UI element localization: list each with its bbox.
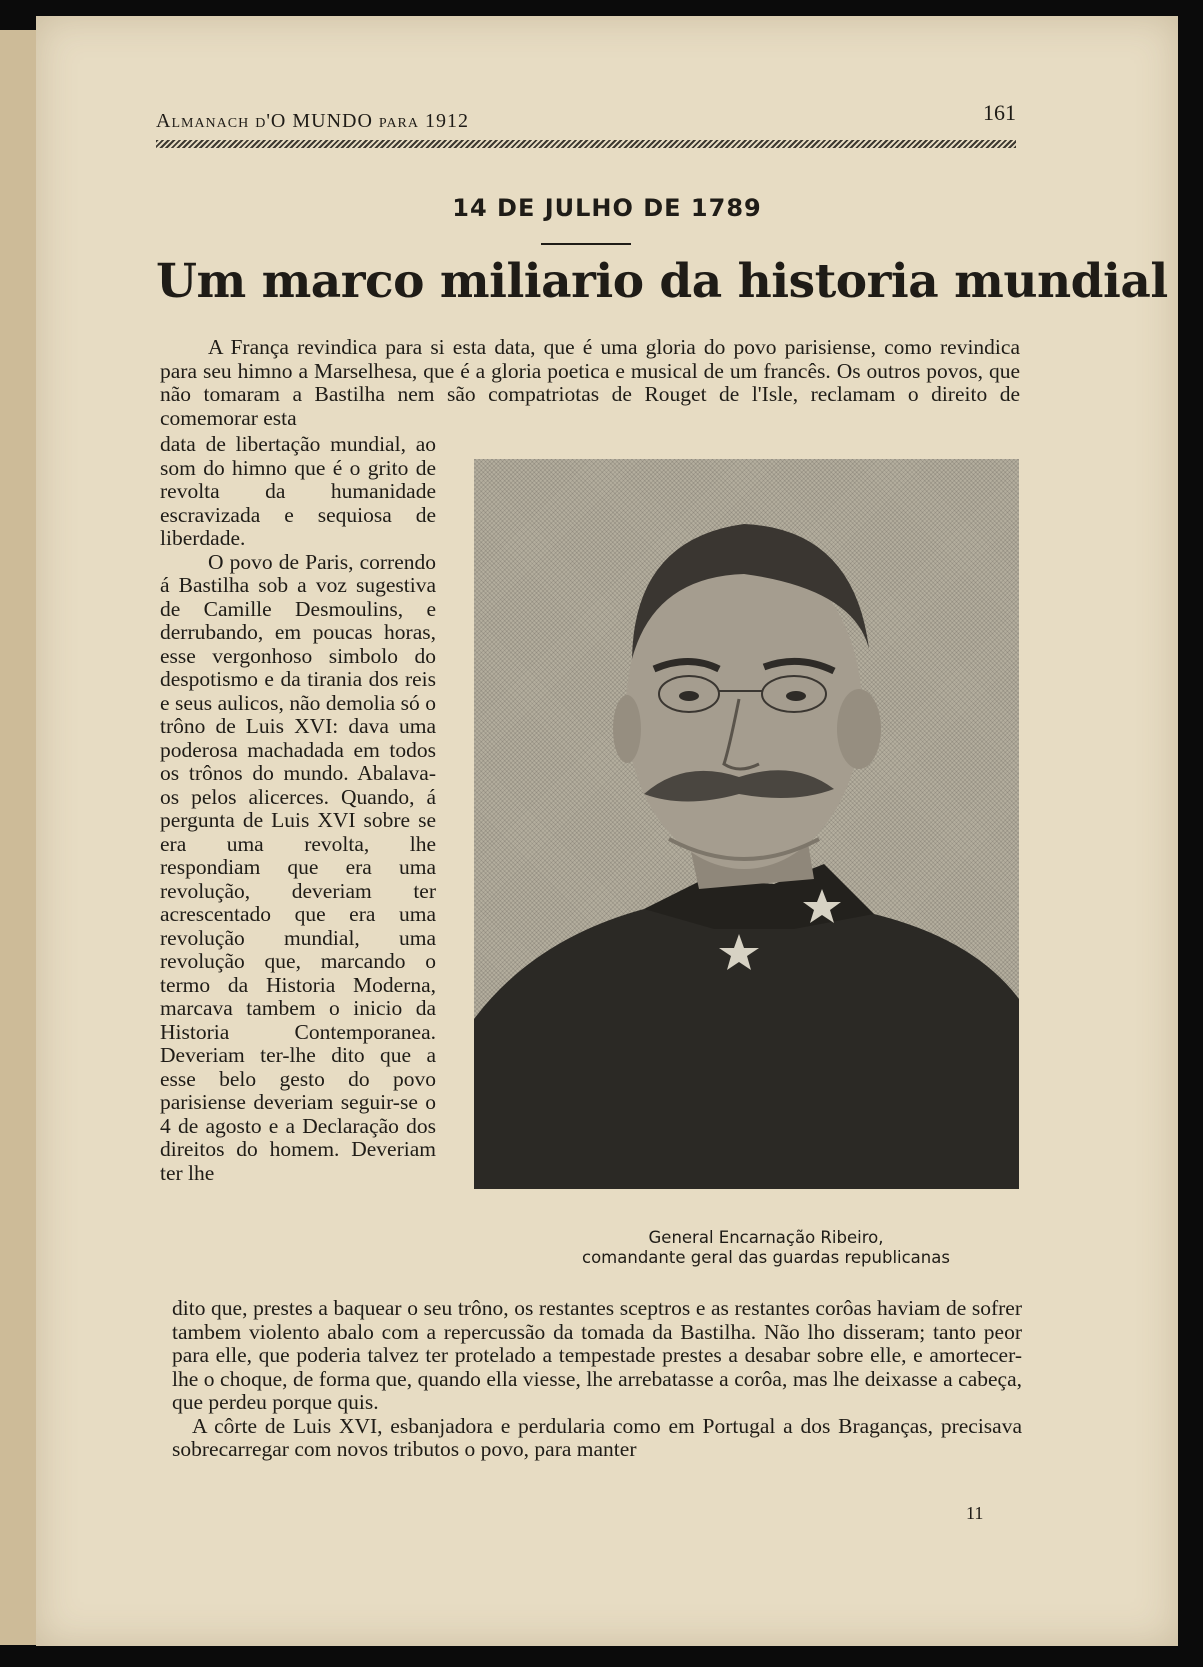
page-number: 161: [983, 100, 1016, 125]
bottom-paragraph-2: A côrte de Luis XVI, esbanjadora e perdularia como em Portugal a dos Braganças, precisava sobrecarregar com novos tributos o povo, para manter: [172, 1413, 1022, 1461]
column-paragraph-2: O povo de Paris, correndo á Bastilha sob a voz sugestiva de Camille Desmoulins, e derrubando, em poucas horas, esse vergonhoso simbolo do despotismo e da tirania dos reis e seus aulicos, não demolia só o trôno de Luis XVI: dava uma poderosa machadada em todos os trônos do mundo. Abalava-os pelos alicerces. Quando, á pergunta de Luis XVI sobre se era uma revolta, lhe respondiam que era uma revolução, deveriam ter acrescentado que era uma revolução mundial, uma revolução que, marcando o termo da Historia Moderna, marcava tambem o inicio da Historia Contemporanea. Deveriam ter-lhe dito que a esse belo gesto do povo parisiense deveriam seguir-se o 4 de agosto e a Declaração dos direitos do homem. Deveriam ter lhe: [160, 549, 436, 1185]
photo-caption: [546, 1228, 986, 1268]
bottom-text: [172, 1297, 1022, 1462]
book-page: [36, 16, 1178, 1646]
previous-page-edge: [0, 30, 41, 1645]
bottom-paragraph-1: dito que, prestes a baquear o seu trôno, os restantes sceptros e as restantes corôas haviam de sofrer tambem violento abalo com a repercussão da tomada da Bastilha. Não lho disseram; tanto peor para elle, que poderia talvez ter protelado a tempestade prestes a desabar sobre elle, e amortecer-lhe o choque, de forma que, quando ella viesse, lhe arrebatasse a corôa, mas lhe deixasse a cabeça, que perdeu porque quis.: [172, 1296, 1022, 1414]
caption-line-1: General Encarnação Ribeiro,: [648, 1228, 884, 1247]
header-wavy-rule: [156, 140, 1016, 148]
signature-mark: 11: [966, 1503, 984, 1523]
heading-divider: [541, 243, 631, 245]
column-paragraph-1: data de libertação mundial, ao som do himno que é o grito de revolta da humanidade escravizada e sequiosa de liberdade.: [160, 432, 436, 550]
headline: Um marco miliario da historia mundial: [156, 254, 1168, 309]
date-heading: 14 DE JULHO DE 1789: [452, 194, 762, 222]
left-column: [160, 433, 436, 1185]
running-title: Almanach d'O MUNDO para 1912: [156, 110, 469, 132]
caption-line-2: comandante geral das guardas republicanas: [582, 1248, 950, 1267]
intro-paragraph: A França revindica para si esta data, que é uma gloria do povo parisiense, como revindica para seu himno a Marselhesa, que é a gloria poetica e musical de um francês. Os outros povos, que não tomaram a Bastilha nem são compatriotas de Rouget de l'Isle, reclamam o direito de comemorar esta: [160, 335, 1020, 430]
portrait-illustration: [474, 459, 1019, 1189]
running-head: [156, 92, 1046, 132]
portrait-photo: [474, 459, 1019, 1189]
